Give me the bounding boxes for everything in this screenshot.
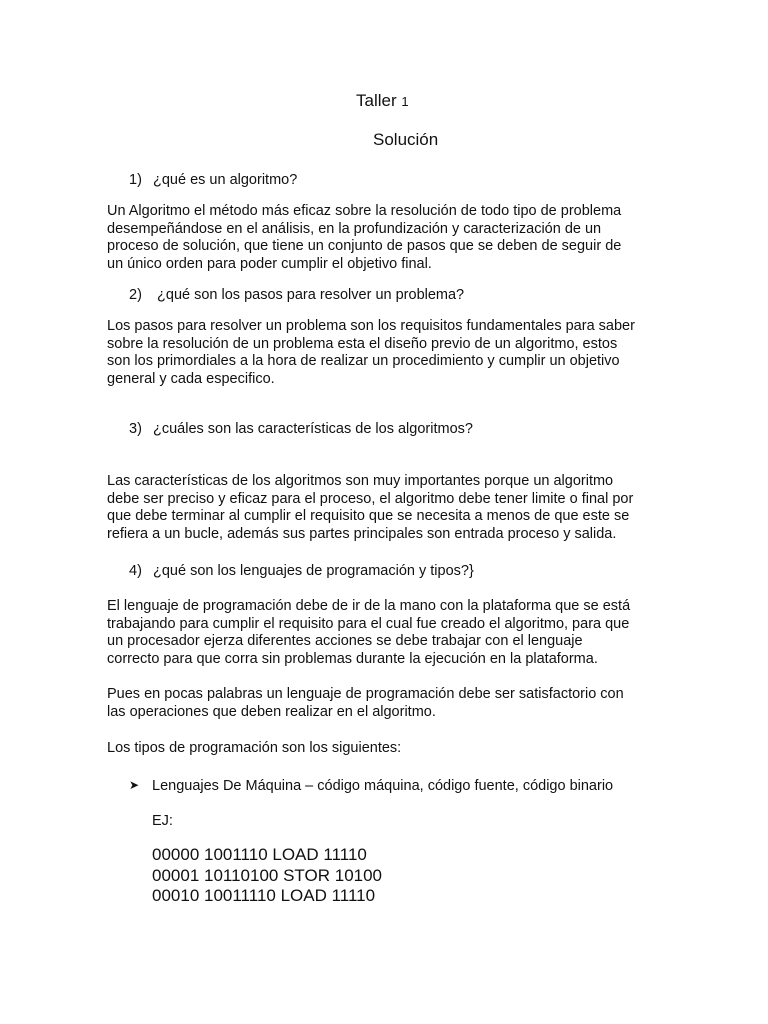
paragraph-line: Los pasos para resolver un problema son los requisitos fundamentales para saber <box>107 318 635 334</box>
question-text: ¿qué son los lenguajes de programación y tipos?} <box>153 563 474 579</box>
answer-4 <box>107 598 667 668</box>
title-text: Taller <box>356 91 402 110</box>
code-line: 00001 10110100 STOR 10100 <box>152 865 383 885</box>
paragraph-line: son los primordiales a la hora de realizar un procedimiento y cumplir un objetivo <box>107 353 620 369</box>
paragraph-line: proceso de solución, que tiene un conjunto de pasos que se deben de seguir de <box>107 238 622 254</box>
question-3 <box>129 420 473 438</box>
paragraph-line: debe ser preciso y eficaz para el proceso, el algoritmo debe tener limite o final por <box>107 490 634 507</box>
question-number: 2) <box>129 287 142 303</box>
question-number: 1) <box>129 172 142 188</box>
arrow-bullet-icon: ➤ <box>129 778 140 792</box>
bullet-text: Lenguajes De Máquina – código máquina, código fuente, código binario <box>152 778 614 794</box>
question-4 <box>129 562 474 580</box>
answer-3 <box>107 473 667 543</box>
question-2 <box>129 286 464 304</box>
paragraph-line: Un Algoritmo el método más eficaz sobre la resolución de todo tipo de problema <box>107 203 622 219</box>
question-number: 4) <box>129 563 142 579</box>
paragraph-line: desempeñándose en el análisis, en la profundización y caracterización de un <box>107 220 602 237</box>
question-text: ¿qué es un algoritmo? <box>153 172 298 188</box>
paragraph-line: que debe terminar al cumplir el requisito que se necesita a menos de que este se <box>107 508 630 524</box>
question-text: ¿qué son los pasos para resolver un problema? <box>153 287 465 303</box>
question-number: 3) <box>129 421 142 437</box>
paragraph-line: correcto para que corra sin problemas durante la ejecución en la plataforma. <box>107 650 598 667</box>
summary-paragraph <box>107 686 667 721</box>
paragraph-line: sobre la resolución de un problema esta el diseño previo de un algoritmo, estos <box>107 335 618 352</box>
paragraph-line: El lenguaje de programación debe de ir de la mano con la plataforma que se está <box>107 598 631 614</box>
paragraph-line: refiera a un bucle, además sus partes principales son entrada proceso y salida. <box>107 525 617 542</box>
paragraph-line: las operaciones que deben realizar en el algoritmo. <box>107 703 436 720</box>
code-line: 00010 10011110 LOAD 11110 <box>152 886 376 905</box>
paragraph-line: Pues en pocas palabras un lenguaje de programación debe ser satisfactorio con <box>107 686 624 702</box>
code-line: 00000 1001110 LOAD 11110 <box>152 845 367 864</box>
paragraph-line: trabajando para cumplir el requisito para el cual fue creado el algoritmo, para que <box>107 615 630 632</box>
paragraph-line: general y cada especifico. <box>107 370 275 387</box>
page-subtitle: Solución <box>373 130 439 149</box>
code-example <box>152 845 382 907</box>
question-1 <box>129 171 297 189</box>
answer-1 <box>107 203 667 273</box>
paragraph-line: Las características de los algoritmos son muy importantes porque un algoritmo <box>107 473 614 489</box>
example-label: EJ: <box>152 813 173 829</box>
bullet-item-machine-language <box>129 776 613 795</box>
question-text: ¿cuáles son las características de los algoritmos? <box>153 421 473 437</box>
paragraph-line: un único orden para poder cumplir el objetivo final. <box>107 255 432 272</box>
answer-2 <box>107 318 667 388</box>
paragraph-line: Los tipos de programación son los siguientes: <box>107 740 402 756</box>
title-number: 1 <box>401 94 409 109</box>
types-intro <box>107 740 667 758</box>
page-title <box>356 91 409 112</box>
paragraph-line: un procesador ejerza diferentes acciones se debe trabajar con el lenguaje <box>107 633 583 649</box>
